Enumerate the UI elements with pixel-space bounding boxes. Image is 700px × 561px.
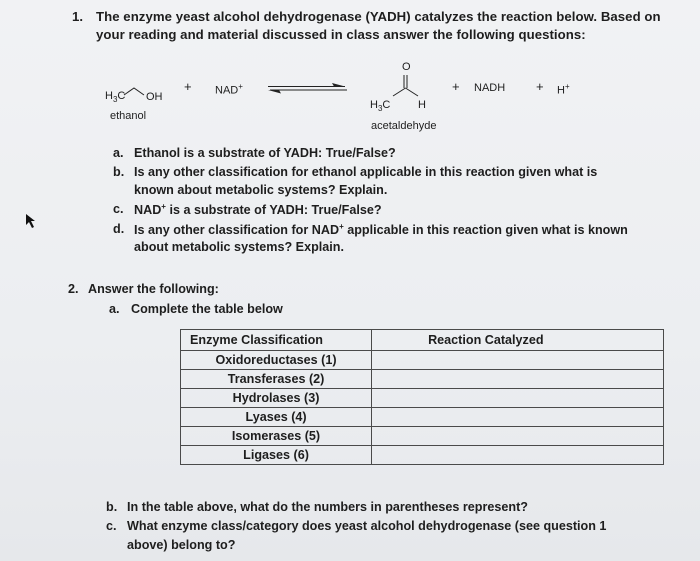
reaction-catalyzed-cell[interactable] — [372, 427, 664, 446]
table-row — [181, 408, 664, 427]
nadh-product: NADH — [474, 82, 506, 94]
q2c-marker: c. — [106, 519, 117, 533]
q1-number: 1. — [72, 9, 84, 24]
mouse-cursor-icon — [24, 213, 40, 229]
q1c-marker: c. — [113, 202, 124, 216]
reaction-bonds — [0, 0, 700, 140]
header-enzyme-classification: Enzyme Classification — [181, 330, 372, 351]
table-row — [181, 389, 664, 408]
reaction-catalyzed-cell[interactable] — [372, 446, 664, 465]
q1a-marker: a. — [113, 146, 124, 160]
enzyme-class-cell: Lyases (4) — [181, 408, 372, 427]
q2a-text: Complete the table below — [131, 302, 283, 316]
q2a-marker: a. — [109, 302, 120, 316]
q2-text: Answer the following: — [88, 282, 219, 296]
q2b-marker: b. — [106, 500, 118, 514]
reaction-catalyzed-cell[interactable] — [372, 351, 664, 370]
q1d-text-line1: Is any other classification for NAD+ applicable in this reaction given what is known — [134, 222, 628, 238]
q1-text-line2: your reading and material discussed in class answer the following questions: — [96, 27, 586, 42]
acetaldehyde-h: H — [418, 99, 426, 111]
enzyme-class-cell: Ligases (6) — [181, 446, 372, 465]
nad-reactant: NAD+ — [215, 82, 243, 97]
enzyme-class-cell: Oxidoreductases (1) — [181, 351, 372, 370]
enzyme-class-cell: Isomerases (5) — [181, 427, 372, 446]
reaction-catalyzed-cell[interactable] — [372, 389, 664, 408]
reaction-catalyzed-cell[interactable] — [372, 370, 664, 389]
q1c-text: NAD+ is a substrate of YADH: True/False? — [134, 202, 382, 218]
table-row — [181, 370, 664, 389]
acetaldehyde-oxygen: O — [402, 61, 411, 73]
q1b-text-line1: Is any other classification for ethanol applicable in this reaction given what is — [134, 165, 598, 179]
enzyme-class-cell: Hydrolases (3) — [181, 389, 372, 408]
enzyme-class-cell: Transferases (2) — [181, 370, 372, 389]
plus-sign-1: + — [184, 79, 192, 94]
q2c-text-line1: What enzyme class/category does yeast alcohol dehydrogenase (see question 1 — [127, 519, 607, 533]
acetaldehyde-label: acetaldehyde — [371, 120, 437, 132]
header-reaction-catalyzed: Reaction Catalyzed — [372, 330, 664, 351]
enzyme-classification-table — [180, 329, 664, 465]
q1d-marker: d. — [113, 222, 125, 236]
q1-text-line1: The enzyme yeast alcohol dehydrogenase (YADH) catalyzes the reaction below. Based on — [96, 9, 661, 24]
ethanol-label: ethanol — [110, 110, 147, 122]
table-header-row — [181, 330, 664, 351]
reaction-catalyzed-cell[interactable] — [372, 408, 664, 427]
ethanol-oh: OH — [146, 91, 163, 103]
plus-sign-3: + — [536, 79, 544, 94]
q2b-text: In the table above, what do the numbers in parentheses represent? — [127, 500, 528, 514]
q1a-text: Ethanol is a substrate of YADH: True/False? — [134, 146, 396, 160]
proton-product: H+ — [557, 82, 570, 97]
table-row — [181, 446, 664, 465]
q1d-text-line2: about metabolic systems? Explain. — [134, 240, 344, 254]
q2c-text-line2: above) belong to? — [127, 538, 236, 552]
table-row — [181, 427, 664, 446]
q1b-marker: b. — [113, 165, 125, 179]
ethanol-structure: $H_3C$ — [105, 90, 126, 105]
table-row — [181, 351, 664, 370]
q2-number: 2. — [68, 282, 79, 296]
plus-sign-2: + — [452, 79, 460, 94]
acetaldehyde-methyl: $H_3C$ — [370, 99, 391, 114]
q1b-text-line2: known about metabolic systems? Explain. — [134, 183, 388, 197]
